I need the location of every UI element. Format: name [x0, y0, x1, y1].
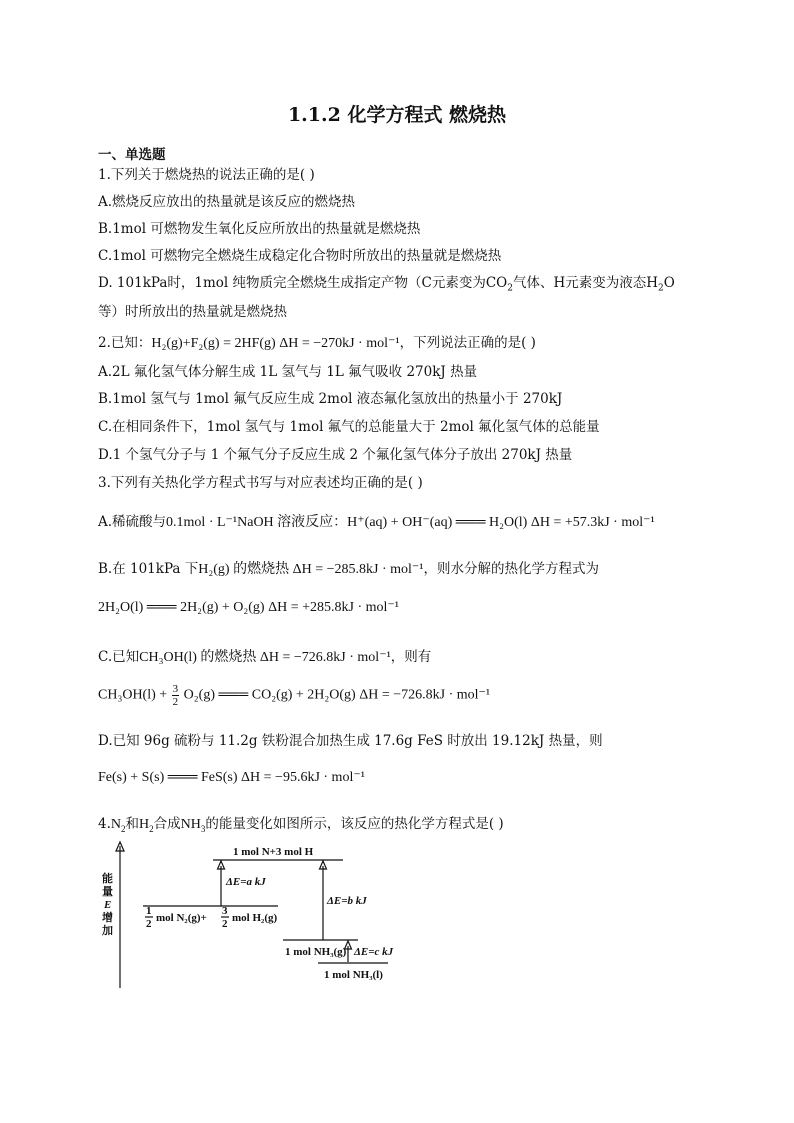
- q1-option-d: D. 101kPa时，1mol 纯物质完全燃烧生成指定产物（C元素变为$CO_2$气体、H元素变为液态$H_2O$: [98, 275, 675, 294]
- q3-c-text: C.已知: [98, 649, 140, 665]
- q3-option-c: [98, 645, 431, 666]
- q3-option-a: [98, 510, 655, 531]
- frac-1-den: 2: [146, 918, 152, 930]
- q3-b-equation: 2H₂O(l) ═══ 2H₂(g) + O₂(g) ΔH = +285.8kJ · mol⁻¹: [98, 600, 399, 615]
- arrow-b-label: ΔE=b kJ: [327, 895, 367, 907]
- q2-stem: [98, 331, 536, 352]
- q3-b-end: ，则水分解的热化学方程式为: [423, 561, 599, 577]
- q3-a-text: A.稀硫酸与: [98, 514, 167, 530]
- q3-c-eq-b: O₂(g) ═══ CO₂(g) + 2H₂O(g) ΔH = −726.8kJ · mol⁻¹: [183, 687, 491, 703]
- q4-stem-a: 4.: [98, 816, 111, 832]
- liquid-level-label: 1 mol NH₃(l): [324, 969, 383, 981]
- reactant-part-2: mol H₂(g): [232, 912, 278, 924]
- q4-stem-c: 合成: [153, 816, 181, 832]
- fraction: $\frac{3}{2}$: [172, 683, 179, 708]
- frac-2-num: 3: [222, 905, 228, 917]
- top-level-label: 1 mol N+3 mol H: [233, 846, 314, 858]
- y-axis-label-2: 量: [102, 886, 113, 898]
- section-heading: 一、单选题: [98, 147, 166, 163]
- q1-option-c: C.1mol 可燃物完全燃烧生成稳定化合物时所放出的热量就是燃烧热: [98, 248, 502, 264]
- q3-a-rest: 0.1mol · L⁻¹NaOH 溶液反应：: [166, 515, 348, 530]
- q3-c-mid: CH₃OH(l) 的燃烧热 ΔH = −726.8kJ · mol⁻¹: [139, 650, 391, 665]
- q2-equation: H₂(g)+F₂(g) = 2HF(g) ΔH = −270kJ · mol⁻¹: [151, 336, 400, 351]
- q3-option-b: [98, 557, 599, 578]
- y-axis-label-1: 能: [102, 873, 113, 885]
- q3-b-mid: H₂(g) 的燃烧热 ΔH = −285.8kJ · mol⁻¹: [198, 562, 424, 577]
- q1-d-part3: O: [663, 275, 675, 291]
- q3-stem: 3.下列有关热化学方程式书写与对应表述均正确的是( ): [98, 475, 423, 491]
- q3-a-equation: H⁺(aq) + OH⁻(aq) ═══ H₂O(l) ΔH = +57.3kJ · mol⁻¹: [347, 515, 655, 530]
- q3-c-equation: [98, 683, 490, 708]
- q1-d-part1: D. 101kPa时，1mol 纯物质完全燃烧生成指定产物（C元素变为CO: [98, 275, 508, 291]
- q2-option-c: C.在相同条件下，1mol 氢气与 1mol 氟气的总能量大于 2mol 氟化氢气体的总能量: [98, 419, 600, 435]
- q2-stem-a: 2.已知：: [98, 335, 152, 351]
- q2-option-a: A.2L 氟化氢气体分解生成 1L 氢气与 1L 氟气吸收 270kJ 热量: [98, 364, 478, 380]
- reactant-part-1: mol N₂(g)+: [156, 912, 207, 924]
- q3-c-end: ，则有: [390, 649, 432, 665]
- q1-option-d-cont: 等）时所放出的热量就是燃烧热: [98, 304, 287, 320]
- y-axis-label-4: 增: [102, 912, 113, 924]
- q3-b-text: B.在 101kPa 下: [98, 561, 199, 577]
- frac-2-den: 2: [222, 918, 228, 930]
- q1-option-b: B.1mol 可燃物发生氧化反应所放出的热量就是燃烧热: [98, 221, 421, 237]
- q3-option-d: D.已知 96g 硫粉与 11.2g 铁粉混合加热生成 17.6g FeS 时放出 19.12kJ 热量，则: [98, 733, 603, 749]
- q4-stem-d: 的能量变化如图所示，该反应的热化学方程式是( ): [205, 816, 504, 832]
- q1-stem: 1.下列关于燃烧热的说法正确的是( ): [98, 167, 315, 183]
- q2-option-b: B.1mol 氢气与 1mol 氟气反应生成 2mol 液态氟化氢放出的热量小于 270kJ: [98, 391, 563, 407]
- arrow-c-label: ΔE=c kJ: [354, 946, 394, 958]
- q4-stem: $4.N_2$和$H_2$合成$NH_3$的能量变化如图所示，该反应的热化学方程式是( ): [98, 816, 504, 834]
- arrow-a-label: ΔE=a kJ: [226, 876, 266, 888]
- q3-c-eq-a: CH₃OH(l) +: [98, 687, 168, 703]
- reactant-label: [145, 905, 277, 930]
- y-axis-label-3: E: [104, 899, 112, 911]
- q3-d-equation: Fe(s) + S(s) ═══ FeS(s) ΔH = −95.6kJ · mol⁻¹: [98, 770, 365, 785]
- q1-option-a: A.燃烧反应放出的热量就是该反应的燃烧热: [98, 194, 356, 210]
- gas-level-label: 1 mol NH₃(g): [285, 946, 347, 958]
- q2-option-d: D.1 个氢气分子与 1 个氟气分子反应生成 2 个氟化氢气体分子放出 270kJ 热量: [98, 447, 573, 463]
- energy-level-diagram: [98, 840, 438, 990]
- y-axis-label-5: 加: [102, 925, 113, 937]
- q2-stem-b: ，下列说法正确的是( ): [399, 335, 536, 351]
- frac-1-num: 1: [146, 905, 152, 917]
- page-title: 1.1.2 化学方程式 燃烧热: [287, 104, 507, 126]
- q4-stem-b: 和: [125, 816, 140, 832]
- q1-d-part2: 气体、H元素变为液态H: [513, 275, 659, 291]
